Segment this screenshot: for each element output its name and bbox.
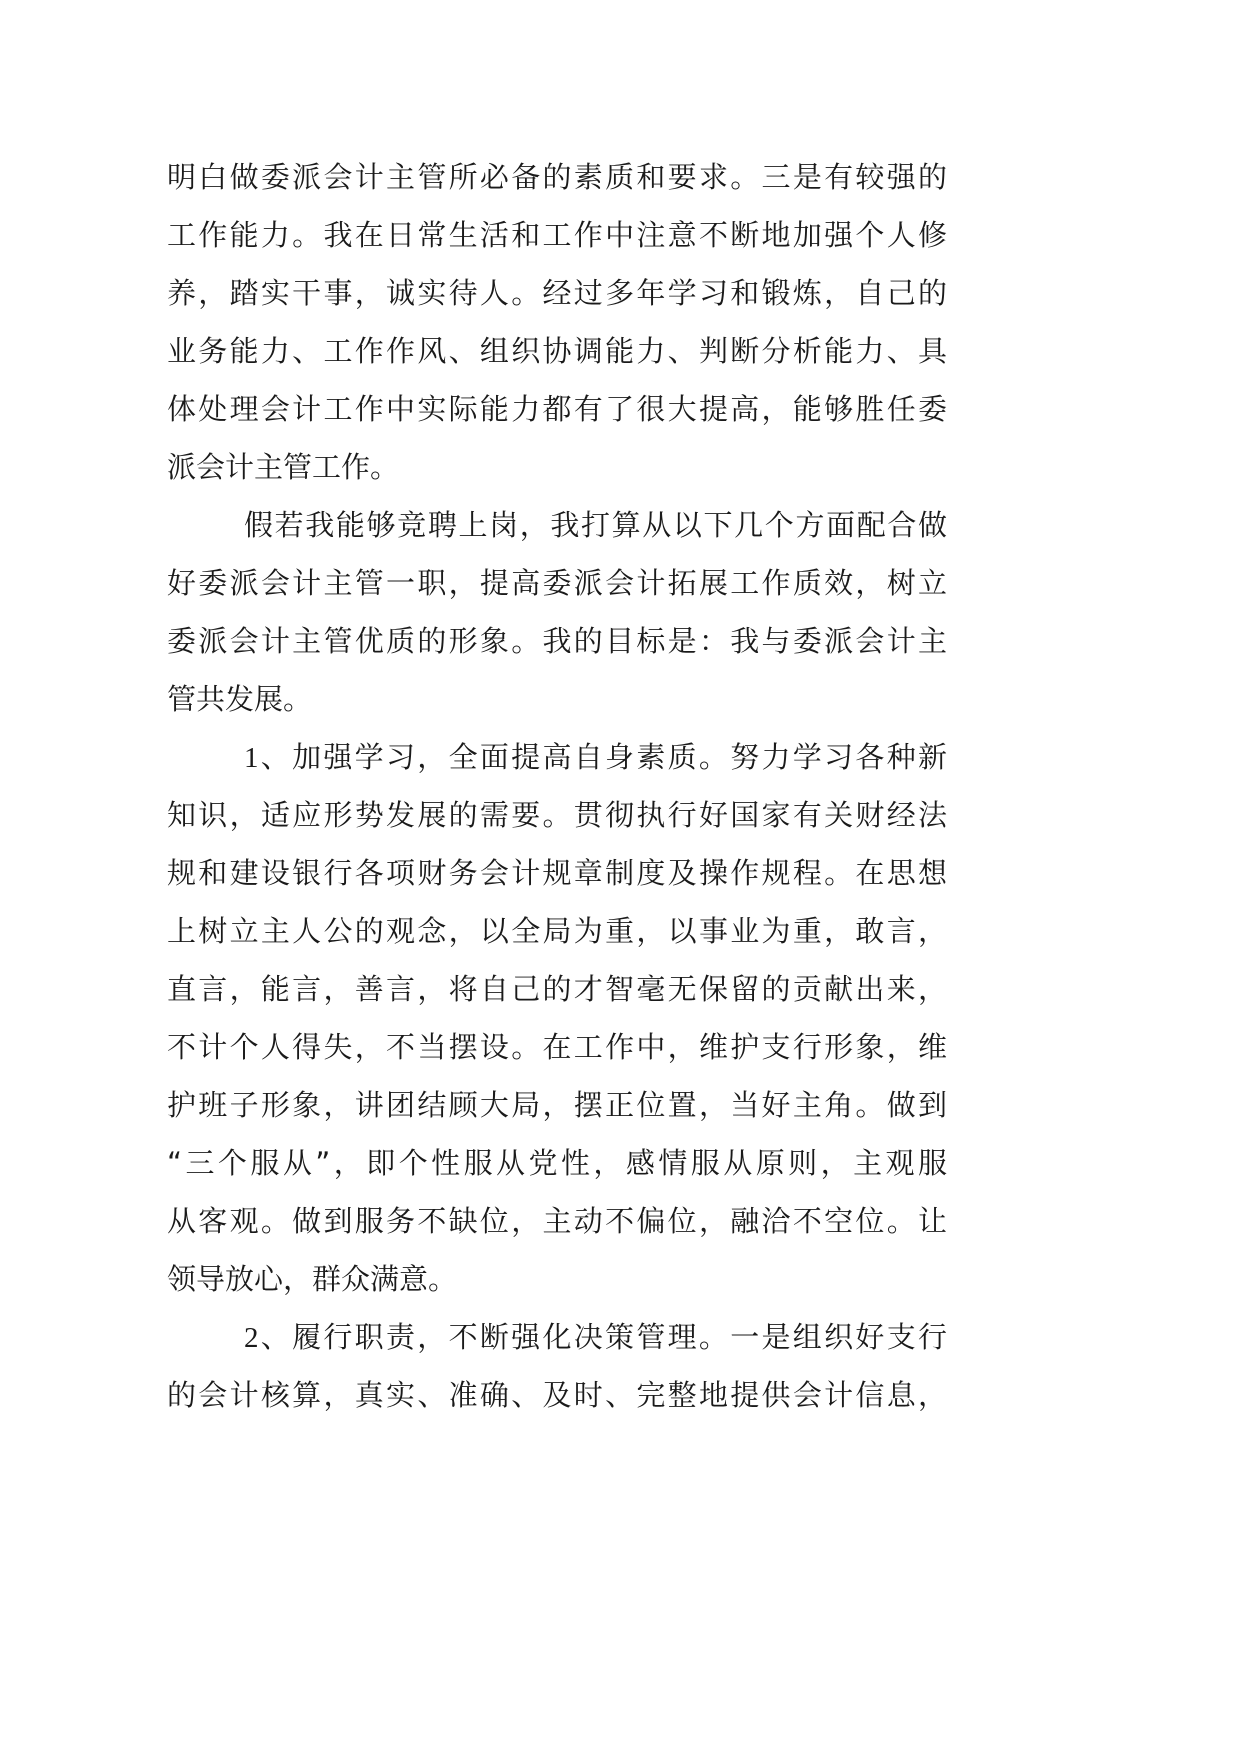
text-line: 假若我能够竞聘上岗，我打算从以下几个方面配合做 — [244, 508, 947, 542]
text-line: 工作能力。我在日常生活和工作中注意不断地加强个人修 — [167, 218, 947, 252]
text-line: 体处理会计工作中实际能力都有了很大提高，能够胜任委 — [167, 392, 947, 426]
text-line: 不计个人得失，不当摆设。在工作中，维护支行形象，维 — [167, 1030, 947, 1064]
text-line: 从客观。做到服务不缺位，主动不偏位，融洽不空位。让 — [167, 1204, 947, 1238]
text-line: 明白做委派会计主管所必备的素质和要求。三是有较强的 — [167, 160, 947, 194]
text-line: 规和建设银行各项财务会计规章制度及操作规程。在思想 — [167, 856, 947, 890]
text-line: 上树立主人公的观念，以全局为重，以事业为重，敢言， — [167, 914, 947, 948]
paragraph-qualities — [167, 148, 947, 496]
paragraph-point-2 — [167, 1308, 947, 1424]
text-line: 2、履行职责，不断强化决策管理。一是组织好支行 — [244, 1320, 947, 1354]
text-line: 派会计主管工作。 — [167, 450, 400, 484]
text-line: 知识，适应形势发展的需要。贯彻执行好国家有关财经法 — [167, 798, 947, 832]
text-line: “三个服从”，即个性服从党性，感情服从原则，主观服 — [167, 1146, 947, 1180]
text-line: 好委派会计主管一职，提高委派会计拓展工作质效，树立 — [167, 566, 947, 600]
paragraph-point-1 — [167, 728, 947, 1308]
text-line: 1、加强学习，全面提高自身素质。努力学习各种新 — [244, 740, 947, 774]
paragraph-plan — [167, 496, 947, 728]
text-line: 领导放心，群众满意。 — [167, 1262, 458, 1296]
text-line: 的会计核算，真实、准确、及时、完整地提供会计信息， — [167, 1378, 947, 1412]
text-line: 直言，能言，善言，将自己的才智毫无保留的贡献出来， — [167, 972, 947, 1006]
text-line: 护班子形象，讲团结顾大局，摆正位置，当好主角。做到 — [167, 1088, 947, 1122]
text-line: 管共发展。 — [167, 682, 313, 716]
text-line: 养，踏实干事，诚实待人。经过多年学习和锻炼，自己的 — [167, 276, 947, 310]
text-line: 业务能力、工作作风、组织协调能力、判断分析能力、具 — [167, 334, 947, 368]
text-line: 委派会计主管优质的形象。我的目标是：我与委派会计主 — [167, 624, 947, 658]
document-body — [167, 148, 947, 1424]
